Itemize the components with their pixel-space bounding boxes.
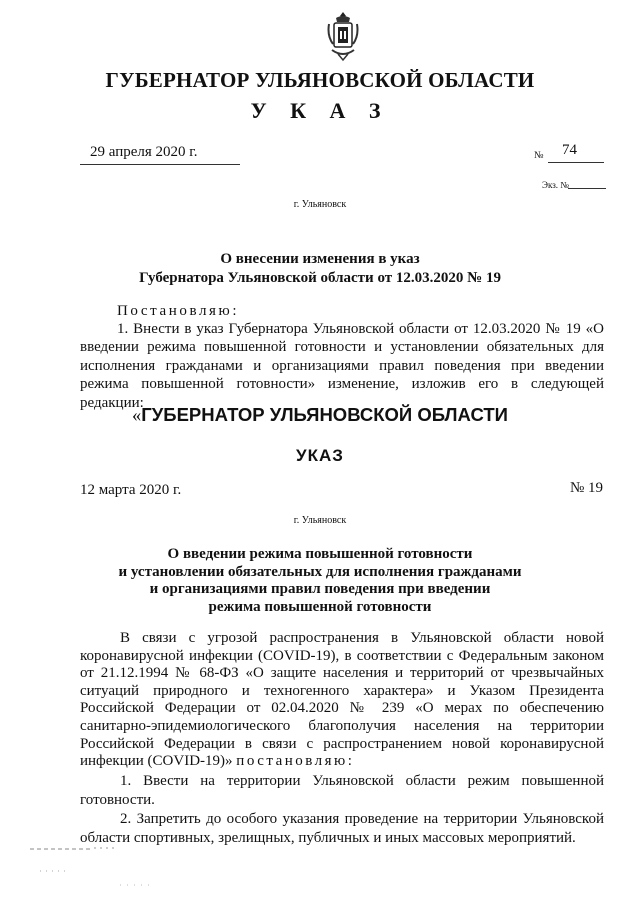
decree-subject (0, 250, 640, 288)
number-underline (548, 162, 604, 163)
copy-number-underline (568, 188, 606, 189)
inner-decree-date: 12 марта 2020 г. (80, 482, 182, 498)
inner-city: г. Ульяновск (293, 515, 347, 526)
city: г. Ульяновск (293, 199, 347, 210)
quote-open: « (132, 406, 142, 426)
subject-line: режима повышенной готовности (208, 598, 432, 615)
point-1: 1. Внести в указ Губернатора Ульяновской области от 12.03.2020 № 19 «О введении режима повышенной готовности и установлении обязательных для исполнения гражданами и организациями правил поведения при введении режима повышенной готовности» изменение, изложив его в следующей редакции: (80, 321, 604, 411)
copy-number-label: Экз. № (542, 180, 569, 190)
inner-decree-word: постановляю: (236, 753, 355, 770)
header-doc-type: У К А З (250, 98, 390, 123)
number-label: № (534, 150, 544, 161)
inner-preamble (80, 630, 604, 771)
inner-doc-type: УКАЗ (296, 446, 344, 465)
decree-number: 74 (562, 142, 577, 158)
inner-header-title (0, 404, 640, 427)
header-title: ГУБЕРНАТОР УЛЬЯНОВСКОЙ ОБЛАСТИ (105, 68, 535, 92)
inner-decree-number: № 19 (570, 480, 604, 496)
inner-point-1: 1. Ввести на территории Ульяновской области режим повышенной готовности. (80, 773, 604, 808)
preamble-text: В связи с угрозой распространения в Ульяновской области новой коронавирусной инфекции (COVID-19), в соответствии с Федеральным законом от 21.12.1994 № 68-ФЗ «О защите населения и территорий от чрезвычайных ситуаций природного и техногенного характера» и Указом Президента Российской Федерации от 02.04.2020 № 239 «О мерах по обеспечению санитарно-эпидемиологического благополучия населения на территории Российской Федерации в связи с распространением новой коронавирусной инфекции (COVID-19)» (80, 630, 604, 770)
subject-line: и установлении обязательных для исполнения гражданами (118, 563, 522, 580)
decree-date: 29 апреля 2020 г. (90, 144, 198, 160)
inner-point-2: 2. Запретить до особого указания проведение на территории Ульяновской области спортивных, зрелищных, публичных и иных массовых мероприятий. (80, 811, 604, 846)
subject-line: О внесении изменения в указ (220, 251, 420, 267)
inner-decree-subject (0, 546, 640, 616)
subject-line: Губернатора Ульяновской области от 12.03.2020 № 19 (139, 270, 501, 286)
subject-line: О введении режима повышенной готовности (167, 546, 473, 562)
inner-title-text: ГУБЕРНАТОР УЛЬЯНОВСКОЙ ОБЛАСТИ (141, 404, 508, 425)
subject-line: и организациями правил поведения при введении (149, 581, 491, 597)
decree-word: Постановляю: (117, 303, 240, 319)
date-underline (80, 164, 240, 165)
coat-of-arms-icon (326, 10, 360, 62)
scan-artifact (30, 845, 180, 895)
